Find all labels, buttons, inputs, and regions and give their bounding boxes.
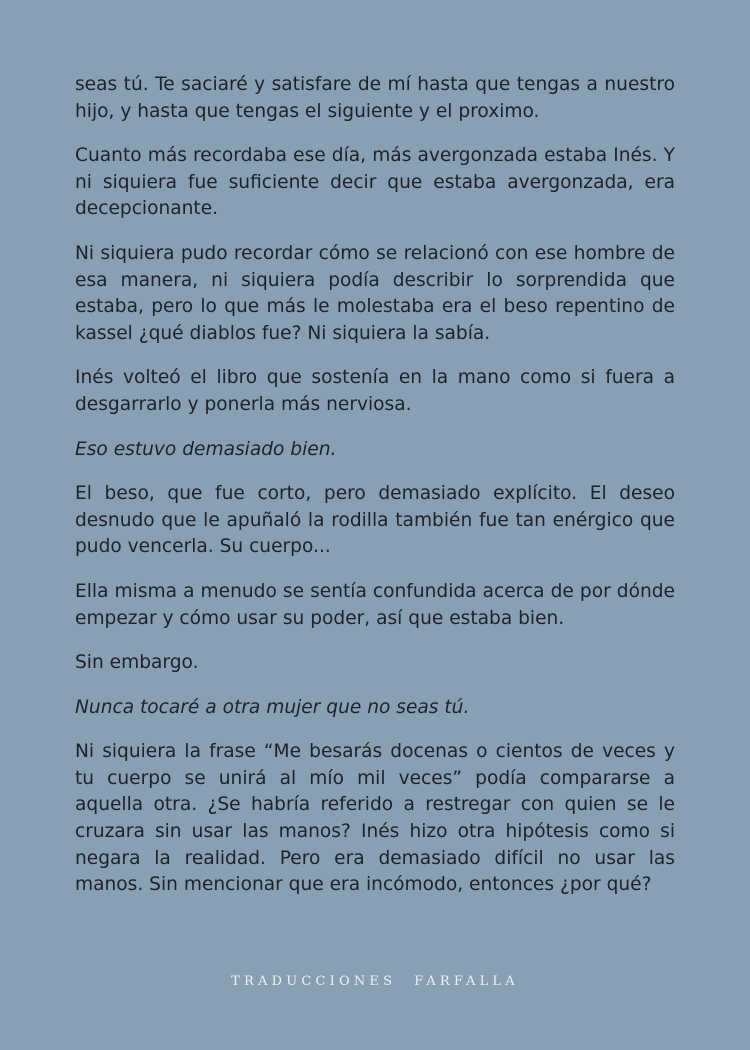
paragraph: Ella misma a menudo se sentía confundida acerca de por dónde empezar y cómo usar su poder, así que estaba bien. [75,580,675,629]
footer-word-1: TRADUCCIONES [231,974,397,989]
footer-credit [0,974,750,989]
paragraph: Inés volteó el libro que sostenía en la mano como si fuera a desgarrarlo y ponerla más nerviosa. [75,367,675,415]
paragraph: Sin embargo. [75,652,199,674]
paragraph: El beso, que fue corto, pero demasiado explícito. El deseo desnudo que le apuñaló la rodilla también fue tan enérgico que pudo vencerla. Su cuerpo... [75,483,675,558]
paragraph: Ni siquiera la frase “Me besarás docenas o cientos de veces y tu cuerpo se unirá al mío mil veces” podía compararse a aquella otra. ¿Se habría referido a restregar con quien se le cruzara sin usar las manos? Inés hizo otra hipótesis como si negara la realidad. Pero era demasiado difícil no usar las manos. Sin mencionar que era incómodo, entonces ¿por qué? [75,741,675,896]
body-text [75,72,675,917]
italic-paragraph: Nunca tocaré a otra mujer que no seas tú. [75,696,470,718]
paragraph: Ni siquiera pudo recordar cómo se relacionó con ese hombre de esa manera, ni siquiera podía describir lo sorprendida que estaba, pero lo que más le molestaba era el beso repentino de kassel ¿qué diablos fue? Ni siquiera la sabía. [75,242,675,344]
paragraph: Cuanto más recordaba ese día, más avergonzada estaba Inés. Y ni siquiera fue suficiente decir que estaba avergonzada, era decepcionante. [75,145,675,220]
italic-paragraph: Eso estuvo demasiado bien. [75,438,337,460]
footer-word-2: FARFALLA [414,974,519,989]
paragraph: seas tú. Te saciaré y satisfare de mí hasta que tengas a nuestro hijo, y hasta que tengas el siguiente y el proximo. [75,74,675,122]
